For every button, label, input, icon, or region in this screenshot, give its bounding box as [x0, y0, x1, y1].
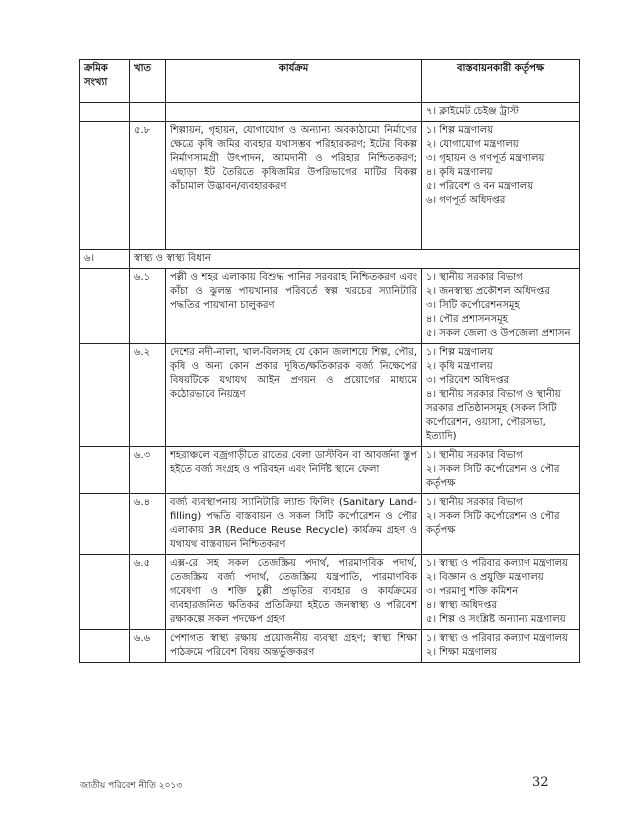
row-code: ৬.৫ [130, 555, 166, 630]
implementer-item: ৪। কৃষি মন্ত্রণালয় [426, 167, 493, 178]
page-number: 32 [532, 775, 549, 790]
implementer-list [422, 269, 580, 344]
table-row-continuation [80, 103, 580, 122]
programme-text: শিল্পায়ন, গৃহায়ন, যোগাযোগ ও অন্যান্য অবকাঠামো নির্মাণের ক্ষেত্রে কৃষি জমির ব্যবহার যথাসম্ভব পরিহারকরণ; ইটের বিকল্প নির্মাণসামগ্রী উৎপাদন, আমদানী ও পরিহার নিশ্চিতকরণ; এছাড়া ইট তৈরিতে কৃষিজমির উপরিভাগের মাটির বিকল্প কাঁচামাল উদ্ভাবন/ব্যবহারকরণ [166, 122, 422, 250]
programme-text: বর্জ্য ব্যবস্থাপনায় স্যানিটারি ল্যান্ড ফিলিং (Sanitary Land-filling) পদ্ধতি বাস্তবায়ন ও সকল সিটি কর্পোরেশন ও পৌর এলাকায় 3R (Reduce Reuse Recycle) কার্যক্রম গ্রহণ ও যথাযথ বাস্তবায়ন নিশ্চিতকরণ [166, 494, 422, 555]
implementer-item: ৩। পরমাণু শক্তি কমিশন [426, 586, 519, 597]
footer-document-title: জাতীয় পরিবেশ নীতি ২০১৩ [80, 781, 183, 791]
row-code: ৬.১ [130, 269, 166, 344]
implementer-item: ২। সকল সিটি কর্পোরেশন ও পৌর কর্তৃপক্ষ [426, 464, 560, 489]
implementer-item: ২। শিক্ষা মন্ত্রণালয় [426, 647, 497, 658]
implementer-list [422, 555, 580, 630]
table-row-6-3 [80, 447, 580, 494]
implementer-item: ৪। পৌর প্রশাসনসমূহ [426, 314, 508, 325]
implementer-list [422, 630, 580, 663]
implementer-item: ১। শিল্প মন্ত্রণালয় [426, 125, 494, 136]
table-header-row [80, 60, 580, 103]
implementer-item: ৪। স্বাস্থ্য অধিদপ্তর [426, 600, 498, 611]
programme-text: শহরাঞ্চলে বজ্রগাড়ীতে রাতের বেলা ডাস্টবিন বা আবর্জনা স্তুপ হইতে বর্জ্য সংগ্রহ ও পরিবহন এবং নির্দিষ্ট স্থানে ফেলা [166, 447, 422, 494]
implementer-item: ২। যোগাযোগ মন্ত্রণালয় [426, 139, 519, 150]
programme-text: পেশাগত স্বাস্থ্য রক্ষায় প্রয়োজনীয় ব্যবস্থা গ্রহণ; স্বাস্থ্য শিক্ষা পাঠক্রমে পরিবেশ বিষয় অন্তর্ভুক্তকরণ [166, 630, 422, 663]
implementer-list [422, 122, 580, 250]
table-row-6-4 [80, 494, 580, 555]
implementer-item: ৬। গণপূর্ত অধিদপ্তর [426, 195, 506, 206]
row-code: ৬.৪ [130, 494, 166, 555]
table-row-6-6 [80, 630, 580, 663]
implementer-item: ৪। স্থানীয় সরকার বিভাগ ও স্থানীয় সরকার প্রতিষ্ঠানসমূহ (সকল সিটি কর্পোরেশন, ওয়াসা, পৌরসভা, ইত্যাদি) [426, 389, 561, 442]
section-header-row [80, 250, 580, 269]
implementer-item: ১। স্বাস্থ্য ও পরিবার কল্যাণ মন্ত্রণালয় [426, 558, 569, 569]
table-row-6-5 [80, 555, 580, 630]
implementer-item: ৩। পরিবেশ অধিদপ্তর [426, 375, 510, 386]
implementer-item: ৫। সকল জেলা ও উপজেলা প্রশাসন [426, 328, 571, 339]
row-code: ৫.৮ [130, 122, 166, 250]
table-row-6-1 [80, 269, 580, 344]
header-implementers: বাস্তবায়নকারী কর্তৃপক্ষ [422, 60, 580, 103]
policy-table [79, 59, 580, 663]
implementer-item: ১। স্থানীয় সরকার বিভাগ [426, 450, 523, 461]
implementer-list [422, 447, 580, 494]
implementer-list [422, 494, 580, 555]
table-row-6-2 [80, 344, 580, 447]
implementer-item: ৫। পরিবেশ ও বন মন্ত্রণালয় [426, 181, 534, 192]
implementer-item: ৭। ক্লাইমেট চেইঞ্জ ট্রাস্ট [422, 103, 580, 122]
implementer-item: ১। স্থানীয় সরকার বিভাগ [426, 272, 523, 283]
implementer-item: ৩। সিটি কর্পোরেশনসমূহ [426, 300, 520, 311]
implementer-item: ২। জনস্বাস্থ্য প্রকৌশল অধিদপ্তর [426, 286, 550, 297]
row-code: ৬.২ [130, 344, 166, 447]
row-code: ৬.৬ [130, 630, 166, 663]
implementer-item: ২। বিজ্ঞান ও প্রযুক্তি মন্ত্রণালয় [426, 572, 544, 583]
implementer-item: ১। শিল্প মন্ত্রণালয় [426, 347, 494, 358]
implementer-item: ১। স্থানীয় সরকার বিভাগ [426, 497, 523, 508]
header-programme: কার্যক্রম [166, 60, 422, 103]
header-serial: ক্রমিক সংখ্যা [80, 60, 130, 103]
programme-text: দেশের নদী-নালা, খাল-বিলসহ যে কোন জলাশয়ে শিল্প, পৌর, কৃষি ও অন্য কোন প্রকার দূষিত/ক্ষতিকারক বর্জ্য নিক্ষেপের বিষয়টিকে যথাযথ আইন প্রণয়ন ও প্রয়োগের মাধ্যমে কঠোরভাবে নিয়ন্ত্রণ [166, 344, 422, 447]
implementer-list [422, 344, 580, 447]
implementer-item: ১। স্বাস্থ্য ও পরিবার কল্যাণ মন্ত্রণালয় [426, 633, 569, 644]
section-number: ৬। [80, 250, 130, 269]
table-row-5-8 [80, 122, 580, 250]
section-title: স্বাস্থ্য ও স্বাস্থ্য বিধান [130, 250, 580, 269]
implementer-item: ২। সকল সিটি কর্পোরেশন ও পৌর কর্তৃপক্ষ [426, 511, 560, 536]
header-sector: খাত [130, 60, 166, 103]
implementer-item: ৩। গৃহায়ন ও গণপূর্ত মন্ত্রণালয় [426, 153, 545, 164]
implementer-item: ৫। শিল্প ও সংশ্লিষ্ট অন্যান্য মন্ত্রণালয় [426, 614, 566, 625]
implementer-item: ২। কৃষি মন্ত্রণালয় [426, 361, 493, 372]
programme-text: এক্স-রে সহ সকল তেজস্ক্রিয় পদার্থ, পারমাণবিক পদার্থ, তেজস্ক্রিয় বর্জ্য পদার্থ, তেজস্ক্রিয় যন্ত্রপাতি, পারমাণবিক গবেষণা ও শক্তি চুল্লী প্রভৃতির ব্যবহার ও কার্যক্রমের ব্যবহারজনিত ক্ষতিকর প্রতিক্রিয়া হইতে জনস্বাস্থ্য ও পরিবেশ রক্ষাকল্পে সকল পদক্ষেপ গ্রহণ [166, 555, 422, 630]
programme-text: পল্লী ও শহর এলাকায় বিশুদ্ধ পানির সরবরাহ নিশ্চিতকরণ এবং কাঁচা ও ঝুলন্ত পায়খানার পরিবর্তে স্বল্প খরচের স্যানিটারি পদ্ধতির পায়খানা চালুকরণ [166, 269, 422, 344]
row-code: ৬.৩ [130, 447, 166, 494]
